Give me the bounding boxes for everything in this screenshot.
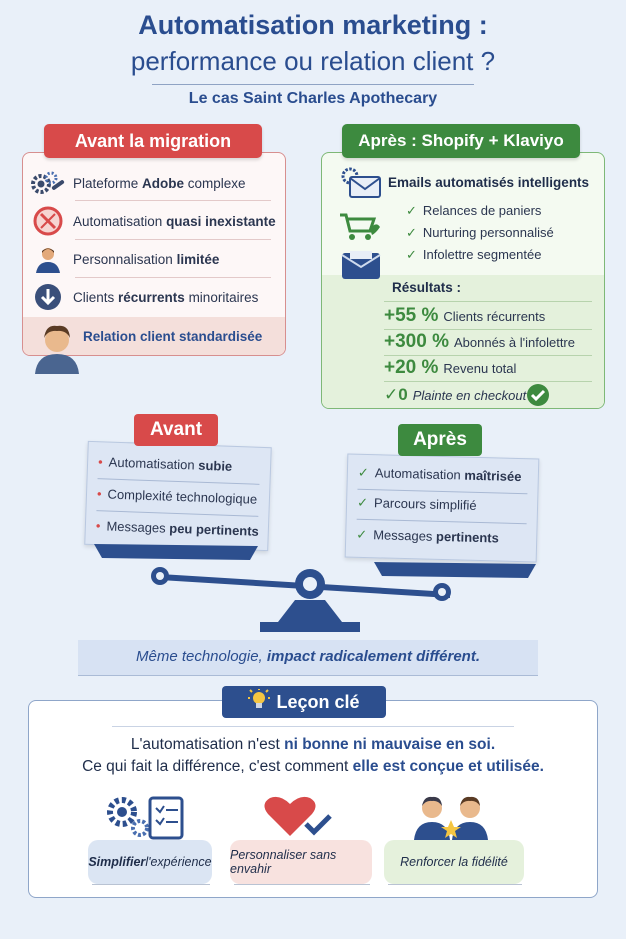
after-panel [321,152,605,409]
after-item: ✓ Infolettre segmentée [406,247,542,262]
lesson-divider [112,726,514,727]
download-arrow-icon [23,281,73,313]
lesson-header: Leçon clé [222,686,386,718]
result-row: +300 % Abonnés à l'infolettre [384,331,575,352]
pillar-simplify: Simplifier l'expérience [88,840,212,884]
after-lead: Emails automatisés intelligents [388,175,590,190]
newsletter-icon [340,249,382,286]
after-item: ✓ Nurturing personnalisé [406,225,554,240]
after-item: ✓ Relances de paniers [406,203,542,218]
gear-checklist-icon [102,792,192,847]
result-row: +55 % Clients récurrents [384,305,546,326]
lesson-line2: Ce qui fait la différence, c'est comment elle est conçue et utilisée. [82,758,544,775]
left-pan [94,544,258,560]
before-footer: Relation client standardisée [23,317,285,355]
before-item: Clients récurrents minoritaires [23,279,285,315]
after-header: Après : Shopify + Klaviyo [342,124,580,158]
check-circle-icon [526,383,550,409]
card-item: ✓ Automatisation maîtrisée [357,464,522,485]
lesson-line1: L'automatisation n'est ni bonne ni mauvaise en soi. [130,736,496,753]
gears-wrench-icon [23,169,73,197]
person-icon [23,243,73,275]
after-tag: Après [398,424,482,456]
before-item: Personnalisation limitée [23,241,285,277]
card-item: ✓ Messages pertinents [356,526,500,546]
pillar-loyalty: Renforcer la fidélité [384,840,524,884]
check-mark: ✓ [384,385,399,404]
card-item: • Complexité technologique [96,486,258,507]
customer-avatar-icon [32,322,82,379]
right-pan [374,562,536,578]
page-title: Automatisation marketing : [138,10,488,40]
card-item: • Messages peu pertinents [95,518,260,539]
result-row: +20 % Revenu total [384,357,517,378]
page-subtitle: Le cas Saint Charles Apothecary [188,90,438,107]
page-title-line2: performance ou relation client ? [130,46,496,76]
lightbulb-icon [248,689,270,716]
results-label: Résultats : [392,280,462,295]
scale-base [278,600,342,622]
tagline: Même technologie, impact radicalement différent. [135,648,481,665]
before-header: Avant la migration [44,124,262,158]
title-divider [152,84,474,85]
card-item: • Automatisation subie [97,454,233,474]
balance-scale [80,530,550,640]
card-item: ✓ Parcours simplifié [356,494,477,513]
before-item: Automatisation quasi inexistante [23,203,285,239]
blocked-icon [23,205,73,237]
pillar-personalize: Personnaliser sans envahir [230,840,372,884]
email-gear-icon [340,167,382,204]
heart-check-icon [260,794,340,845]
result-row: ✓0 Plainte en checkout [384,385,527,404]
shopping-cart-icon [338,211,382,248]
before-tag: Avant [134,414,218,446]
before-item: Plateforme Adobe complexe [23,165,285,201]
